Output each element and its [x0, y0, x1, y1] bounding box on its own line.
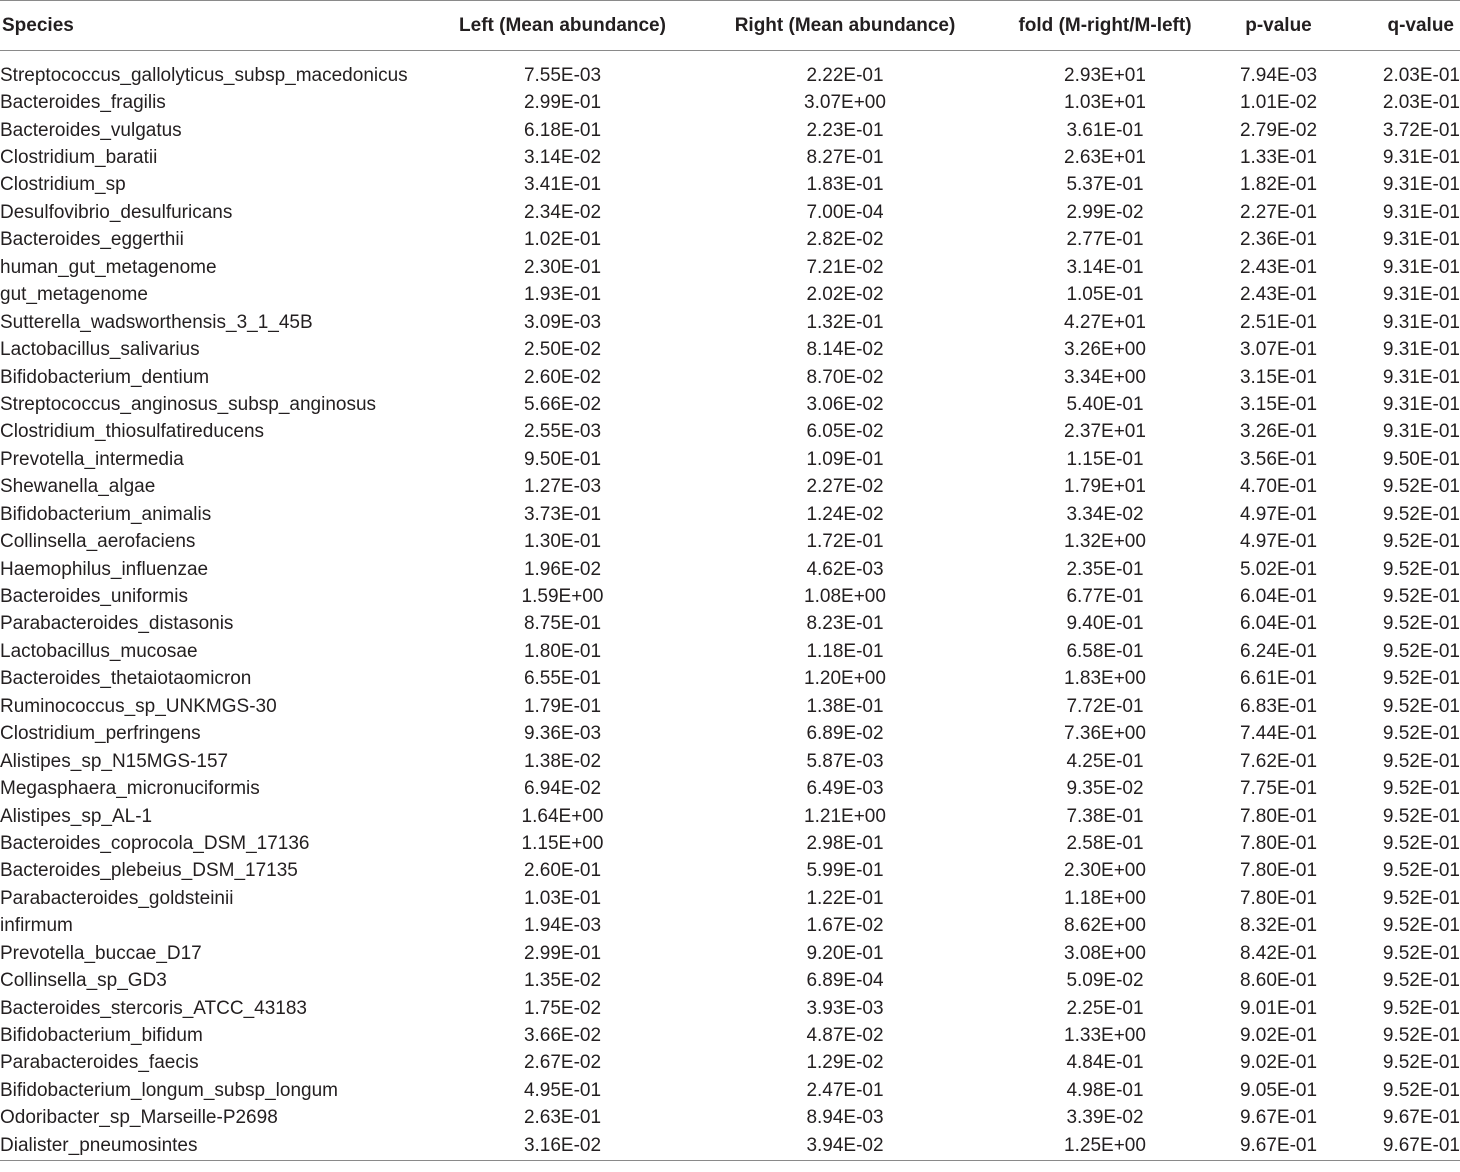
p-value-cell: 7.62E-01 — [1239, 750, 1318, 772]
species-cell: Odoribacter_sp_Marseille-P2698 — [0, 1107, 278, 1129]
p-value-cell: 2.36E-01 — [1239, 229, 1318, 251]
p-value-cell: 2.79E-02 — [1239, 119, 1318, 141]
right-mean-cell: 1.18E-01 — [806, 640, 884, 662]
fold-cell: 3.26E+00 — [1064, 339, 1146, 361]
right-mean-cell: 3.07E+00 — [804, 92, 886, 114]
p-value-cell: 9.67E-01 — [1239, 1107, 1318, 1129]
table-row — [0, 309, 1460, 336]
q-value-cell: 2.03E-01 — [1382, 92, 1460, 114]
p-value-cell: 1.01E-02 — [1239, 92, 1318, 114]
left-mean-cell: 5.66E-02 — [523, 393, 602, 415]
right-mean-cell: 6.89E-02 — [806, 723, 884, 745]
left-mean-cell: 2.50E-02 — [523, 339, 602, 361]
fold-cell: 3.61E-01 — [1066, 119, 1144, 141]
right-mean-cell: 1.09E-01 — [806, 448, 884, 470]
species-cell: Clostridium_perfringens — [0, 723, 201, 745]
right-mean-cell: 6.05E-02 — [806, 421, 884, 443]
p-value-cell: 8.32E-01 — [1239, 915, 1318, 937]
q-value-cell: 2.03E-01 — [1382, 64, 1460, 86]
p-value-cell: 6.04E-01 — [1239, 613, 1318, 635]
left-mean-cell: 1.02E-01 — [523, 229, 602, 251]
left-mean-cell: 1.35E-02 — [523, 970, 602, 992]
left-mean-cell: 2.34E-02 — [523, 201, 602, 223]
table-row — [0, 721, 1460, 748]
table-row — [0, 282, 1460, 309]
header-species: Species — [2, 14, 74, 36]
fold-cell: 2.58E-01 — [1066, 832, 1144, 854]
left-mean-cell: 6.94E-02 — [523, 778, 602, 800]
species-cell: Bacteroides_uniformis — [0, 586, 188, 608]
right-mean-cell: 1.83E-01 — [806, 174, 884, 196]
q-value-cell: 9.31E-01 — [1382, 366, 1460, 388]
table-row — [0, 967, 1460, 994]
table-body — [0, 51, 1460, 1161]
right-mean-cell: 9.20E-01 — [806, 942, 884, 964]
q-value-cell: 9.67E-01 — [1352, 1132, 1460, 1160]
right-mean-cell: 3.93E-03 — [806, 997, 884, 1019]
table-row — [0, 501, 1460, 528]
right-mean-cell: 7.00E-04 — [806, 201, 884, 223]
p-value-cell: 7.80E-01 — [1239, 860, 1318, 882]
q-value-cell: 9.52E-01 — [1382, 1079, 1460, 1101]
q-value-cell: 9.50E-01 — [1382, 448, 1460, 470]
species-cell: Bacteroides_eggerthii — [0, 229, 184, 251]
species-cell: Shewanella_algae — [0, 476, 156, 498]
table-row — [0, 1105, 1460, 1132]
header-p-value: p-value — [1245, 14, 1312, 36]
left-mean-cell: 1.93E-01 — [523, 284, 602, 306]
q-value-cell: 3.72E-01 — [1382, 119, 1460, 141]
species-cell: Lactobacillus_salivarius — [0, 339, 200, 361]
left-mean-cell: 1.27E-03 — [523, 476, 602, 498]
species-cell: Streptococcus_gallolyticus_subsp_macedonicus — [0, 64, 408, 86]
table-row — [0, 89, 1460, 116]
table-row — [0, 144, 1460, 171]
q-value-cell: 9.52E-01 — [1382, 805, 1460, 827]
table-row — [0, 1022, 1460, 1049]
right-mean-cell: 3.94E-02 — [685, 1132, 1005, 1160]
left-mean-cell: 6.55E-01 — [523, 668, 602, 690]
right-mean-cell: 8.27E-01 — [806, 147, 884, 169]
p-value-cell: 7.44E-01 — [1239, 723, 1318, 745]
species-cell: human_gut_metagenome — [0, 256, 217, 278]
q-value-cell: 9.52E-01 — [1382, 476, 1460, 498]
p-value-cell: 4.97E-01 — [1239, 503, 1318, 525]
p-value-cell: 4.70E-01 — [1239, 476, 1318, 498]
table-row — [0, 1077, 1460, 1104]
table-row — [0, 638, 1460, 665]
right-mean-cell: 1.21E+00 — [804, 805, 886, 827]
table-row — [0, 62, 1460, 89]
fold-cell: 3.14E-01 — [1066, 256, 1144, 278]
species-cell: Parabacteroides_faecis — [0, 1052, 199, 1074]
p-value-cell: 7.80E-01 — [1239, 887, 1318, 909]
fold-cell: 5.09E-02 — [1066, 970, 1144, 992]
p-value-cell: 9.02E-01 — [1239, 1025, 1318, 1047]
left-mean-cell: 2.60E-01 — [523, 860, 602, 882]
species-cell: Lactobacillus_mucosae — [0, 640, 198, 662]
left-mean-cell: 3.73E-01 — [523, 503, 602, 525]
species-cell: Megasphaera_micronuciformis — [0, 778, 260, 800]
species-cell: Clostridium_thiosulfatireducens — [0, 421, 265, 443]
table-row — [0, 803, 1460, 830]
table-spacer — [0, 51, 1460, 63]
species-cell: Haemophilus_influenzae — [0, 558, 209, 580]
right-mean-cell: 3.06E-02 — [806, 393, 884, 415]
right-mean-cell: 2.27E-02 — [806, 476, 884, 498]
left-mean-cell: 1.79E-01 — [523, 695, 602, 717]
q-value-cell: 9.52E-01 — [1382, 942, 1460, 964]
q-value-cell: 9.67E-01 — [1382, 1107, 1460, 1129]
p-value-cell: 2.51E-01 — [1239, 311, 1318, 333]
header-q-value: q-value — [1387, 14, 1454, 36]
header-left-mean: Left (Mean abundance) — [459, 14, 666, 36]
table-row — [0, 1132, 1460, 1160]
table-row — [0, 611, 1460, 638]
right-mean-cell: 2.02E-02 — [806, 284, 884, 306]
left-mean-cell: 3.41E-01 — [523, 174, 602, 196]
p-value-cell: 4.97E-01 — [1239, 531, 1318, 553]
species-cell: Bifidobacterium_animalis — [0, 503, 212, 525]
fold-cell: 2.25E-01 — [1066, 997, 1144, 1019]
p-value-cell: 6.04E-01 — [1239, 586, 1318, 608]
left-mean-cell: 1.80E-01 — [523, 640, 602, 662]
species-cell: Ruminococcus_sp_UNKMGS-30 — [0, 695, 277, 717]
right-mean-cell: 8.94E-03 — [806, 1107, 884, 1129]
p-value-cell: 2.43E-01 — [1239, 284, 1318, 306]
q-value-cell: 9.31E-01 — [1382, 147, 1460, 169]
left-mean-cell: 2.30E-01 — [523, 256, 602, 278]
table-row — [0, 391, 1460, 418]
table-row — [0, 1050, 1460, 1077]
species-cell: Prevotella_intermedia — [0, 448, 184, 470]
species-cell: Bacteroides_stercoris_ATCC_43183 — [0, 997, 307, 1019]
fold-cell: 1.15E-01 — [1066, 448, 1144, 470]
fold-cell: 9.35E-02 — [1066, 778, 1144, 800]
right-mean-cell: 1.29E-02 — [806, 1052, 884, 1074]
header-row — [0, 1, 1460, 51]
species-cell: Collinsella_sp_GD3 — [0, 970, 167, 992]
right-mean-cell: 2.82E-02 — [806, 229, 884, 251]
right-mean-cell: 1.20E+00 — [804, 668, 886, 690]
fold-cell: 1.05E-01 — [1066, 284, 1144, 306]
species-cell: Bifidobacterium_longum_subsp_longum — [0, 1079, 338, 1101]
right-mean-cell: 1.08E+00 — [804, 586, 886, 608]
fold-cell: 5.37E-01 — [1066, 174, 1144, 196]
left-mean-cell: 4.95E-01 — [523, 1079, 602, 1101]
right-mean-cell: 2.47E-01 — [806, 1079, 884, 1101]
q-value-cell: 9.52E-01 — [1382, 640, 1460, 662]
left-mean-cell: 2.63E-01 — [523, 1107, 602, 1129]
right-mean-cell: 7.21E-02 — [806, 256, 884, 278]
right-mean-cell: 5.87E-03 — [806, 750, 884, 772]
table-row — [0, 995, 1460, 1022]
right-mean-cell: 2.23E-01 — [806, 119, 884, 141]
fold-cell: 7.72E-01 — [1066, 695, 1144, 717]
p-value-cell: 7.80E-01 — [1239, 832, 1318, 854]
fold-cell: 2.99E-02 — [1066, 201, 1144, 223]
species-cell: Collinsella_aerofaciens — [0, 531, 196, 553]
fold-cell: 5.40E-01 — [1066, 393, 1144, 415]
table-row — [0, 885, 1460, 912]
species-cell: Dialister_pneumosintes — [0, 1132, 440, 1160]
fold-cell: 2.37E+01 — [1064, 421, 1146, 443]
table-row — [0, 556, 1460, 583]
q-value-cell: 9.31E-01 — [1382, 174, 1460, 196]
q-value-cell: 9.52E-01 — [1382, 997, 1460, 1019]
fold-cell: 1.79E+01 — [1064, 476, 1146, 498]
header-fold: fold (M-right/M-left) — [1018, 14, 1192, 36]
fold-cell: 1.33E+00 — [1064, 1025, 1146, 1047]
left-mean-cell: 1.15E+00 — [521, 832, 604, 854]
header-right-mean: Right (Mean abundance) — [734, 14, 956, 36]
left-mean-cell: 9.50E-01 — [523, 448, 602, 470]
table-row — [0, 775, 1460, 802]
fold-cell: 4.98E-01 — [1066, 1079, 1144, 1101]
table-row — [0, 913, 1460, 940]
left-mean-cell: 7.55E-03 — [523, 64, 602, 86]
right-mean-cell: 4.62E-03 — [806, 558, 884, 580]
fold-cell: 2.63E+01 — [1064, 147, 1146, 169]
fold-cell: 1.83E+00 — [1064, 668, 1146, 690]
p-value-cell: 3.26E-01 — [1239, 421, 1318, 443]
q-value-cell: 9.31E-01 — [1382, 284, 1460, 306]
fold-cell: 2.93E+01 — [1064, 64, 1146, 86]
p-value-cell: 6.83E-01 — [1239, 695, 1318, 717]
q-value-cell: 9.52E-01 — [1382, 860, 1460, 882]
q-value-cell: 9.31E-01 — [1382, 393, 1460, 415]
q-value-cell: 9.31E-01 — [1382, 201, 1460, 223]
left-mean-cell: 2.99E-01 — [523, 942, 602, 964]
left-mean-cell: 3.09E-03 — [523, 311, 602, 333]
left-mean-cell: 6.18E-01 — [523, 119, 602, 141]
fold-cell: 3.08E+00 — [1064, 942, 1146, 964]
species-cell: Parabacteroides_distasonis — [0, 613, 234, 635]
q-value-cell: 9.52E-01 — [1382, 778, 1460, 800]
p-value-cell: 7.94E-03 — [1239, 64, 1318, 86]
table-row — [0, 528, 1460, 555]
q-value-cell: 9.52E-01 — [1382, 586, 1460, 608]
left-mean-cell: 1.59E+00 — [521, 586, 604, 608]
p-value-cell: 6.61E-01 — [1239, 668, 1318, 690]
q-value-cell: 9.52E-01 — [1382, 558, 1460, 580]
p-value-cell: 3.07E-01 — [1239, 339, 1318, 361]
p-value-cell: 9.67E-01 — [1205, 1132, 1352, 1160]
left-mean-cell: 2.67E-02 — [523, 1052, 602, 1074]
right-mean-cell: 4.87E-02 — [806, 1025, 884, 1047]
right-mean-cell: 1.22E-01 — [806, 887, 884, 909]
right-mean-cell: 2.98E-01 — [806, 832, 884, 854]
table-row — [0, 172, 1460, 199]
q-value-cell: 9.52E-01 — [1382, 723, 1460, 745]
species-cell: Bacteroides_vulgatus — [0, 119, 182, 141]
table-row — [0, 474, 1460, 501]
fold-cell: 3.34E-02 — [1066, 503, 1144, 525]
q-value-cell: 9.52E-01 — [1382, 531, 1460, 553]
species-cell: Desulfovibrio_desulfuricans — [0, 201, 233, 223]
species-cell: Clostridium_baratii — [0, 147, 158, 169]
left-mean-cell: 3.16E-02 — [440, 1132, 685, 1160]
right-mean-cell: 1.38E-01 — [806, 695, 884, 717]
table-row — [0, 336, 1460, 363]
fold-cell: 1.18E+00 — [1064, 887, 1146, 909]
p-value-cell: 3.15E-01 — [1239, 393, 1318, 415]
p-value-cell: 2.43E-01 — [1239, 256, 1318, 278]
p-value-cell: 9.01E-01 — [1239, 997, 1318, 1019]
p-value-cell: 5.02E-01 — [1239, 558, 1318, 580]
right-mean-cell: 6.89E-04 — [806, 970, 884, 992]
q-value-cell: 9.31E-01 — [1382, 421, 1460, 443]
left-mean-cell: 1.38E-02 — [523, 750, 602, 772]
right-mean-cell: 1.24E-02 — [806, 503, 884, 525]
q-value-cell: 9.31E-01 — [1382, 339, 1460, 361]
fold-cell: 1.32E+00 — [1064, 531, 1146, 553]
fold-cell: 9.40E-01 — [1066, 613, 1144, 635]
p-value-cell: 3.56E-01 — [1239, 448, 1318, 470]
table-row — [0, 446, 1460, 473]
q-value-cell: 9.52E-01 — [1382, 970, 1460, 992]
left-mean-cell: 1.75E-02 — [523, 997, 602, 1019]
fold-cell: 3.39E-02 — [1066, 1107, 1144, 1129]
p-value-cell: 1.82E-01 — [1239, 174, 1318, 196]
species-cell: Bacteroides_coprocola_DSM_17136 — [0, 832, 310, 854]
table-row — [0, 830, 1460, 857]
p-value-cell: 2.27E-01 — [1239, 201, 1318, 223]
left-mean-cell: 1.94E-03 — [523, 915, 602, 937]
left-mean-cell: 1.64E+00 — [521, 805, 604, 827]
q-value-cell: 9.52E-01 — [1382, 832, 1460, 854]
table-row — [0, 666, 1460, 693]
species-cell: Alistipes_sp_AL-1 — [0, 805, 153, 827]
fold-cell: 1.25E+00 — [1005, 1132, 1205, 1160]
fold-cell: 6.77E-01 — [1066, 586, 1144, 608]
species-cell: Parabacteroides_goldsteinii — [0, 887, 234, 909]
left-mean-cell: 1.96E-02 — [523, 558, 602, 580]
right-mean-cell: 6.49E-03 — [806, 778, 884, 800]
right-mean-cell: 8.23E-01 — [806, 613, 884, 635]
left-mean-cell: 3.14E-02 — [523, 147, 602, 169]
fold-cell: 2.35E-01 — [1066, 558, 1144, 580]
species-cell: Bifidobacterium_bifidum — [0, 1025, 203, 1047]
species-cell: gut_metagenome — [0, 284, 148, 306]
fold-cell: 8.62E+00 — [1064, 915, 1146, 937]
table-row — [0, 583, 1460, 610]
q-value-cell: 9.52E-01 — [1382, 695, 1460, 717]
left-mean-cell: 3.66E-02 — [523, 1025, 602, 1047]
q-value-cell: 9.52E-01 — [1382, 668, 1460, 690]
left-mean-cell: 9.36E-03 — [523, 723, 602, 745]
table-row — [0, 254, 1460, 281]
table-row — [0, 858, 1460, 885]
right-mean-cell: 5.99E-01 — [806, 860, 884, 882]
q-value-cell: 9.31E-01 — [1382, 229, 1460, 251]
p-value-cell: 3.15E-01 — [1239, 366, 1318, 388]
fold-cell: 3.34E+00 — [1064, 366, 1146, 388]
left-mean-cell: 1.30E-01 — [523, 531, 602, 553]
p-value-cell: 8.60E-01 — [1239, 970, 1318, 992]
fold-cell: 6.58E-01 — [1066, 640, 1144, 662]
p-value-cell: 9.02E-01 — [1239, 1052, 1318, 1074]
q-value-cell: 9.52E-01 — [1382, 613, 1460, 635]
table-header — [0, 1, 1460, 51]
q-value-cell: 9.31E-01 — [1382, 256, 1460, 278]
right-mean-cell: 8.70E-02 — [806, 366, 884, 388]
table-row — [0, 199, 1460, 226]
fold-cell: 4.84E-01 — [1066, 1052, 1144, 1074]
q-value-cell: 9.52E-01 — [1382, 887, 1460, 909]
fold-cell: 7.38E-01 — [1066, 805, 1144, 827]
right-mean-cell: 1.72E-01 — [806, 531, 884, 553]
species-cell: Alistipes_sp_N15MGS-157 — [0, 750, 229, 772]
table-row — [0, 117, 1460, 144]
species-cell: Streptococcus_anginosus_subsp_anginosus — [0, 393, 377, 415]
table-row — [0, 364, 1460, 391]
species-cell: infirmum — [0, 915, 73, 937]
right-mean-cell: 1.67E-02 — [806, 915, 884, 937]
species-cell: Bacteroides_plebeius_DSM_17135 — [0, 860, 298, 882]
table-row — [0, 227, 1460, 254]
q-value-cell: 9.52E-01 — [1382, 503, 1460, 525]
right-mean-cell: 8.14E-02 — [806, 339, 884, 361]
species-cell: Clostridium_sp — [0, 174, 126, 196]
species-cell: Bacteroides_fragilis — [0, 92, 166, 114]
right-mean-cell: 1.32E-01 — [806, 311, 884, 333]
species-cell: Prevotella_buccae_D17 — [0, 942, 202, 964]
p-value-cell: 9.05E-01 — [1239, 1079, 1318, 1101]
species-cell: Bifidobacterium_dentium — [0, 366, 210, 388]
q-value-cell: 9.52E-01 — [1382, 1025, 1460, 1047]
table-row — [0, 693, 1460, 720]
left-mean-cell: 2.60E-02 — [523, 366, 602, 388]
p-value-cell: 1.33E-01 — [1239, 147, 1318, 169]
fold-cell: 2.30E+00 — [1064, 860, 1146, 882]
q-value-cell: 9.52E-01 — [1382, 1052, 1460, 1074]
table-row — [0, 748, 1460, 775]
fold-cell: 4.25E-01 — [1066, 750, 1144, 772]
q-value-cell: 9.52E-01 — [1382, 915, 1460, 937]
p-value-cell: 8.42E-01 — [1239, 942, 1318, 964]
left-mean-cell: 2.99E-01 — [523, 92, 602, 114]
fold-cell: 7.36E+00 — [1064, 723, 1146, 745]
fold-cell: 1.03E+01 — [1064, 92, 1146, 114]
left-mean-cell: 2.55E-03 — [523, 421, 602, 443]
left-mean-cell: 1.03E-01 — [523, 887, 602, 909]
p-value-cell: 6.24E-01 — [1239, 640, 1318, 662]
q-value-cell: 9.31E-01 — [1382, 311, 1460, 333]
species-cell: Bacteroides_thetaiotaomicron — [0, 668, 252, 690]
species-cell: Sutterella_wadsworthensis_3_1_45B — [0, 311, 313, 333]
p-value-cell: 7.75E-01 — [1239, 778, 1318, 800]
table-row — [0, 940, 1460, 967]
fold-cell: 4.27E+01 — [1064, 311, 1146, 333]
table-row — [0, 419, 1460, 446]
q-value-cell: 9.52E-01 — [1382, 750, 1460, 772]
p-value-cell: 7.80E-01 — [1239, 805, 1318, 827]
fold-cell: 2.77E-01 — [1066, 229, 1144, 251]
right-mean-cell: 2.22E-01 — [806, 64, 884, 86]
left-mean-cell: 8.75E-01 — [523, 613, 602, 635]
